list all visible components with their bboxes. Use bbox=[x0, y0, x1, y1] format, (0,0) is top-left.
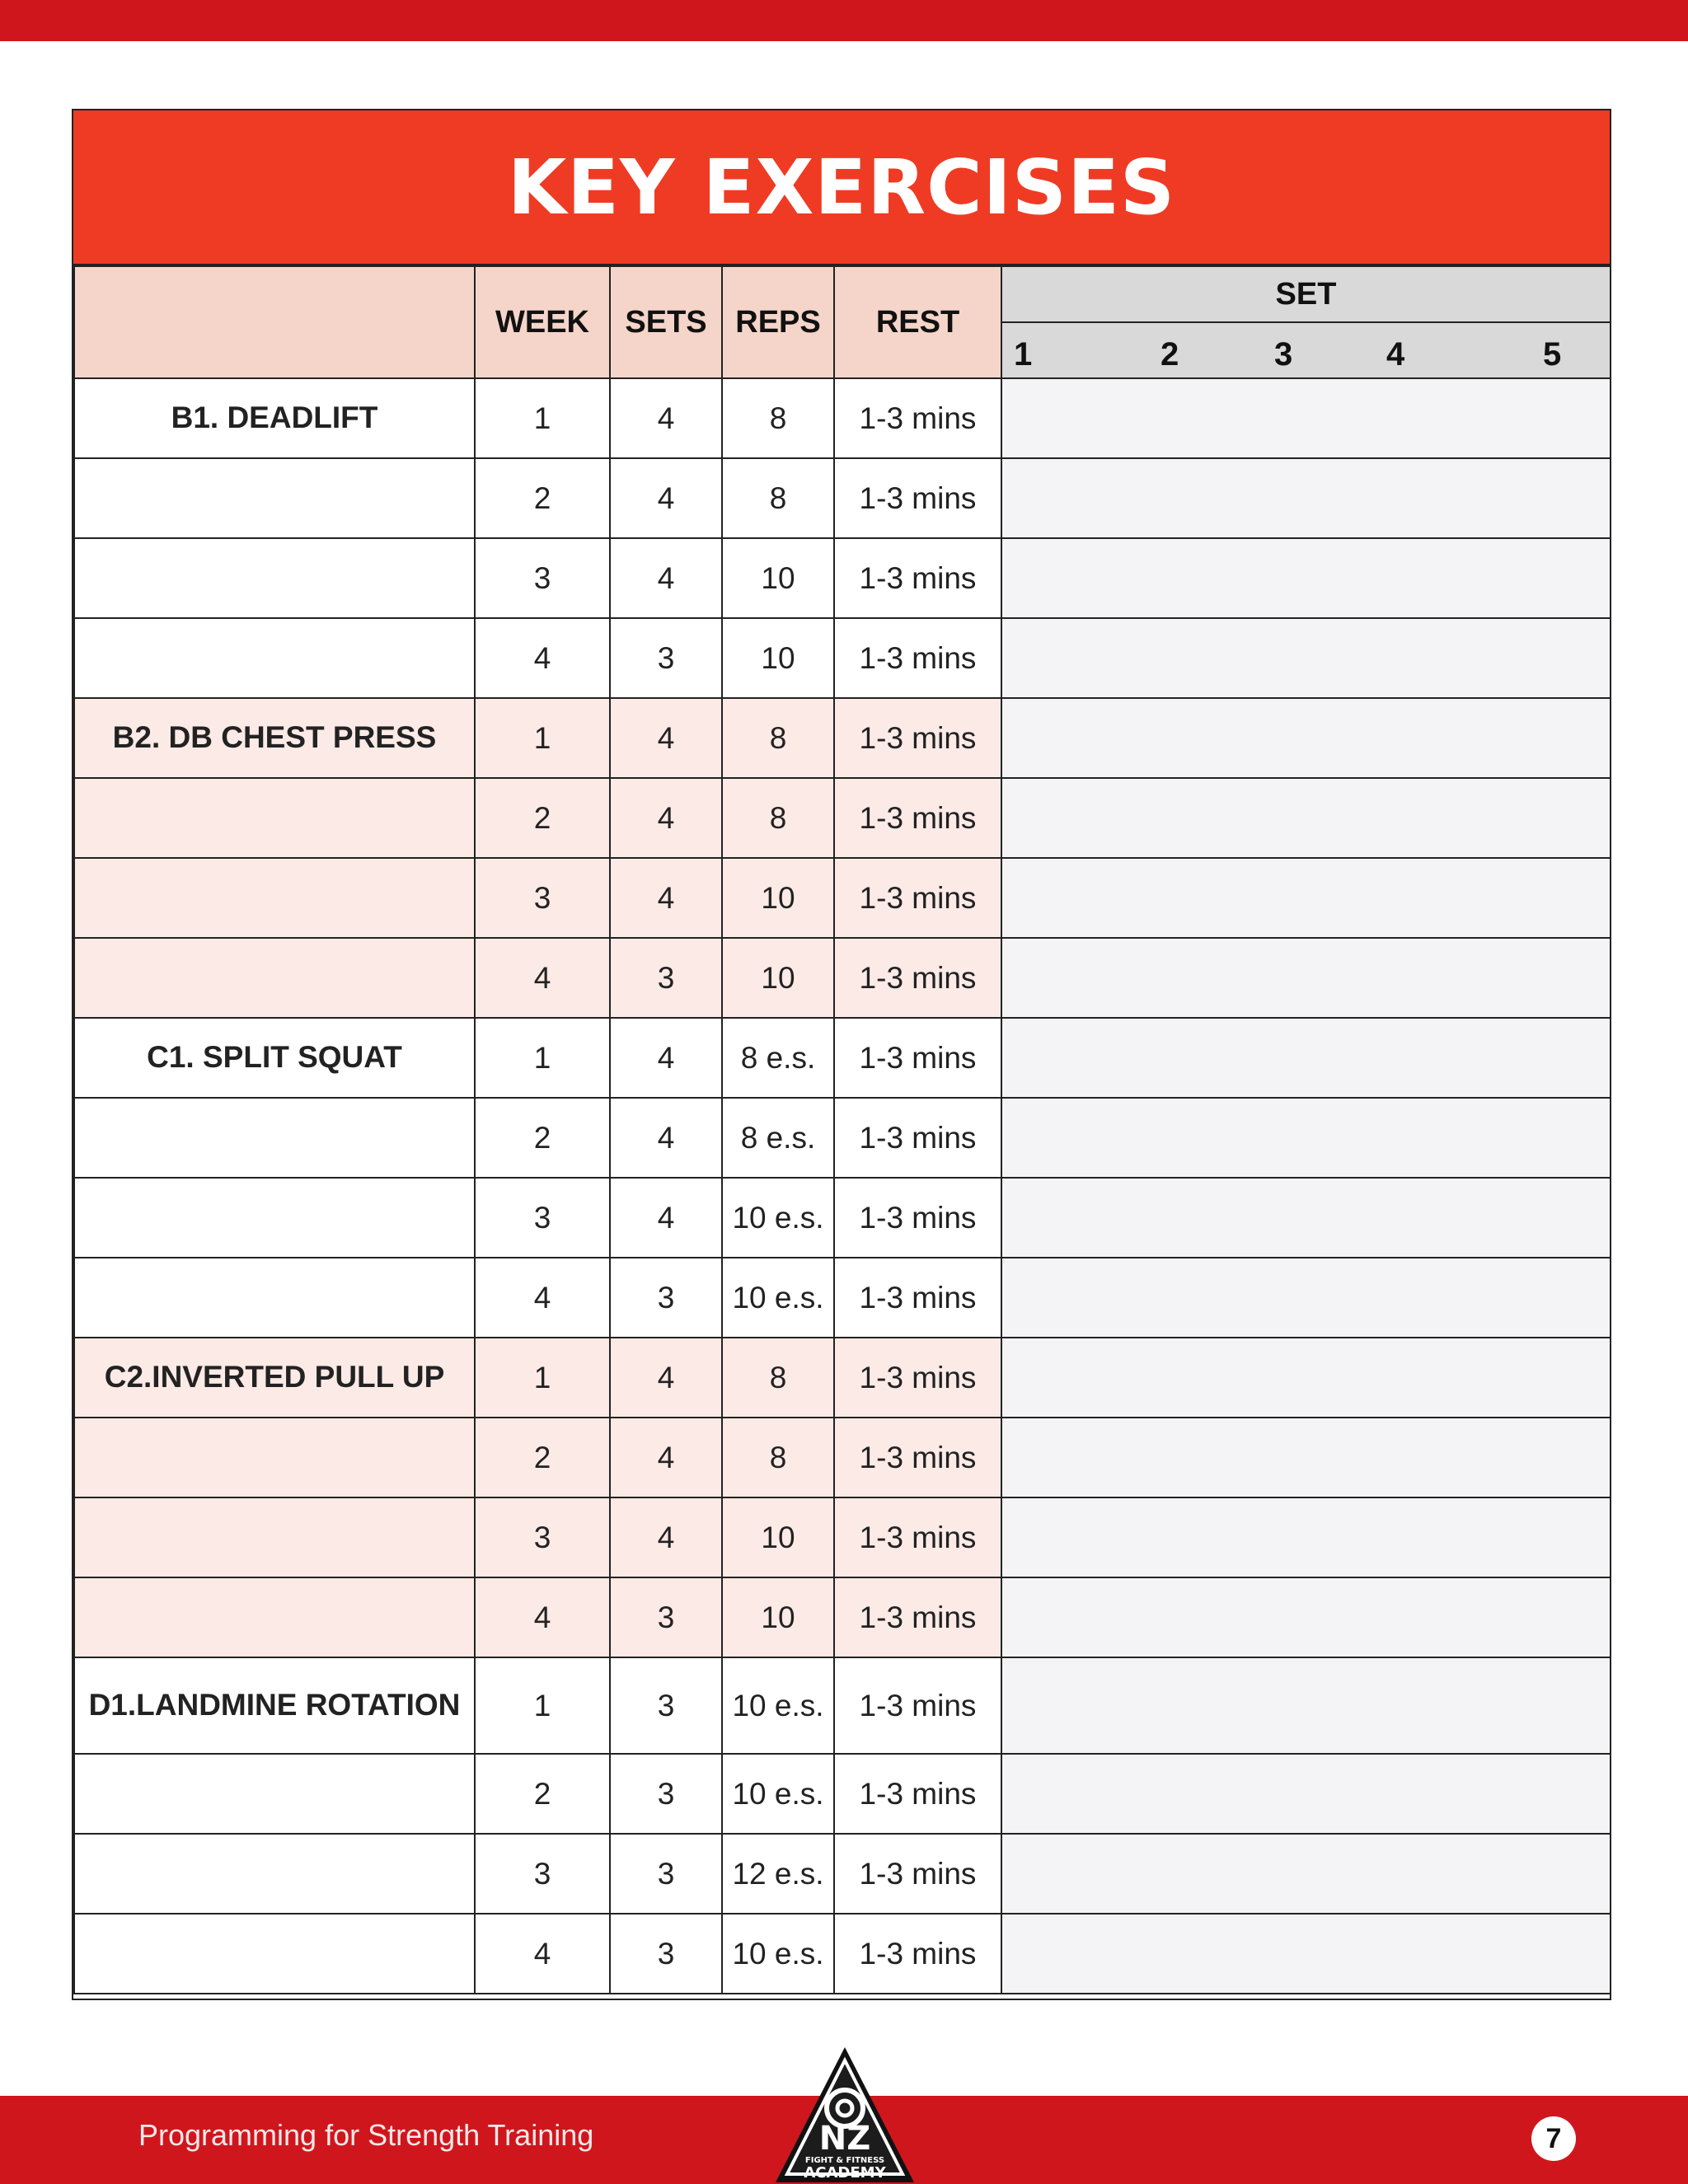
rest-value: 1-3 mins bbox=[834, 698, 1001, 778]
rest-value: 1-3 mins bbox=[834, 618, 1001, 698]
table-row bbox=[74, 1098, 1611, 1178]
exercise-name: B1. DEADLIFT bbox=[74, 378, 475, 458]
header-week: WEEK bbox=[475, 266, 610, 378]
exercise-name bbox=[74, 1178, 475, 1258]
rest-value: 1-3 mins bbox=[834, 378, 1001, 458]
exercise-name bbox=[74, 1258, 475, 1338]
exercise-name bbox=[74, 938, 475, 1018]
table-row bbox=[74, 778, 1611, 858]
sets-value: 4 bbox=[610, 1178, 722, 1258]
week-value: 1 bbox=[475, 1657, 610, 1754]
table-row bbox=[74, 1834, 1611, 1914]
exercise-name bbox=[74, 778, 475, 858]
exercise-name bbox=[74, 1577, 475, 1657]
rest-value: 1-3 mins bbox=[834, 1178, 1001, 1258]
workout-log-sheet bbox=[72, 109, 1611, 2000]
set-log-entry[interactable] bbox=[1001, 378, 1611, 458]
exercise-name bbox=[74, 1834, 475, 1914]
header-sets: SETS bbox=[610, 266, 722, 378]
exercise-name bbox=[74, 1754, 475, 1834]
rest-value: 1-3 mins bbox=[834, 1338, 1001, 1418]
table-row bbox=[74, 1577, 1611, 1657]
table-row bbox=[74, 1418, 1611, 1497]
week-value: 2 bbox=[475, 458, 610, 538]
sets-value: 3 bbox=[610, 618, 722, 698]
exercise-name bbox=[74, 1418, 475, 1497]
rest-value: 1-3 mins bbox=[834, 1914, 1001, 1994]
reps-value: 10 bbox=[722, 938, 834, 1018]
week-value: 1 bbox=[475, 378, 610, 458]
rest-value: 1-3 mins bbox=[834, 1834, 1001, 1914]
exercise-name: C2.INVERTED PULL UP bbox=[74, 1338, 475, 1418]
set-log-entry[interactable] bbox=[1001, 1497, 1611, 1577]
set-log-entry[interactable] bbox=[1001, 538, 1611, 618]
sets-value: 3 bbox=[610, 1577, 722, 1657]
table-row bbox=[74, 938, 1611, 1018]
table-row bbox=[74, 698, 1611, 778]
set-log-entry[interactable] bbox=[1001, 1098, 1611, 1178]
table-body bbox=[74, 378, 1611, 1994]
rest-value: 1-3 mins bbox=[834, 1018, 1001, 1098]
week-value: 3 bbox=[475, 1834, 610, 1914]
exercise-name bbox=[74, 1098, 475, 1178]
table-row bbox=[74, 1258, 1611, 1338]
table-row bbox=[74, 458, 1611, 538]
header-set-group: SET bbox=[1001, 266, 1611, 322]
reps-value: 10 bbox=[722, 858, 834, 938]
set-number-4: 4 bbox=[1386, 336, 1405, 373]
sets-value: 4 bbox=[610, 698, 722, 778]
set-number-3: 3 bbox=[1274, 336, 1293, 373]
table-row bbox=[74, 538, 1611, 618]
page-number: 7 bbox=[1531, 2116, 1576, 2161]
rest-value: 1-3 mins bbox=[834, 1098, 1001, 1178]
sets-value: 3 bbox=[610, 1834, 722, 1914]
rest-value: 1-3 mins bbox=[834, 1258, 1001, 1338]
header-exercise bbox=[74, 266, 475, 378]
reps-value: 10 e.s. bbox=[722, 1178, 834, 1258]
footer-title: Programming for Strength Training bbox=[138, 2118, 594, 2152]
table-row bbox=[74, 1657, 1611, 1754]
rest-value: 1-3 mins bbox=[834, 858, 1001, 938]
reps-value: 8 bbox=[722, 778, 834, 858]
sets-value: 3 bbox=[610, 1657, 722, 1754]
exercise-name: C1. SPLIT SQUAT bbox=[74, 1018, 475, 1098]
reps-value: 10 e.s. bbox=[722, 1754, 834, 1834]
rest-value: 1-3 mins bbox=[834, 778, 1001, 858]
sets-value: 4 bbox=[610, 1497, 722, 1577]
logo-nz-text: NZ bbox=[818, 2120, 871, 2158]
exercise-name bbox=[74, 1914, 475, 1994]
reps-value: 10 bbox=[722, 1577, 834, 1657]
set-log-entry[interactable] bbox=[1001, 618, 1611, 698]
week-value: 1 bbox=[475, 1338, 610, 1418]
sets-value: 4 bbox=[610, 778, 722, 858]
set-log-entry[interactable] bbox=[1001, 1834, 1611, 1914]
reps-value: 10 e.s. bbox=[722, 1258, 834, 1338]
sets-value: 3 bbox=[610, 938, 722, 1018]
exercise-name bbox=[74, 618, 475, 698]
set-log-entry[interactable] bbox=[1001, 1914, 1611, 1994]
sets-value: 3 bbox=[610, 1754, 722, 1834]
sets-value: 4 bbox=[610, 1338, 722, 1418]
page-title: KEY EXERCISES bbox=[507, 143, 1176, 232]
reps-value: 10 bbox=[722, 538, 834, 618]
sets-value: 4 bbox=[610, 858, 722, 938]
title-banner bbox=[73, 110, 1610, 265]
week-value: 4 bbox=[475, 1914, 610, 1994]
week-value: 4 bbox=[475, 1577, 610, 1657]
set-log-entry[interactable] bbox=[1001, 1657, 1611, 1754]
week-value: 1 bbox=[475, 1018, 610, 1098]
reps-value: 8 bbox=[722, 458, 834, 538]
reps-value: 8 bbox=[722, 378, 834, 458]
exercise-name bbox=[74, 1497, 475, 1577]
exercise-name bbox=[74, 858, 475, 938]
exercise-name bbox=[74, 538, 475, 618]
week-value: 3 bbox=[475, 858, 610, 938]
week-value: 3 bbox=[475, 1178, 610, 1258]
table-row bbox=[74, 1497, 1611, 1577]
header-reps: REPS bbox=[722, 266, 834, 378]
academy-logo bbox=[771, 2042, 919, 2184]
week-value: 2 bbox=[475, 1098, 610, 1178]
week-value: 4 bbox=[475, 1258, 610, 1338]
set-log-entry[interactable] bbox=[1001, 458, 1611, 538]
exercise-name bbox=[74, 458, 475, 538]
set-number-2: 2 bbox=[1160, 336, 1179, 373]
sets-value: 3 bbox=[610, 1258, 722, 1338]
reps-value: 10 e.s. bbox=[722, 1914, 834, 1994]
set-log-entry[interactable] bbox=[1001, 1178, 1611, 1258]
rest-value: 1-3 mins bbox=[834, 1497, 1001, 1577]
rest-value: 1-3 mins bbox=[834, 1657, 1001, 1754]
reps-value: 8 e.s. bbox=[722, 1098, 834, 1178]
week-value: 4 bbox=[475, 938, 610, 1018]
rest-value: 1-3 mins bbox=[834, 538, 1001, 618]
set-log-entry[interactable] bbox=[1001, 858, 1611, 938]
set-log-entry[interactable] bbox=[1001, 1418, 1611, 1497]
table-row bbox=[74, 1338, 1611, 1418]
week-value: 1 bbox=[475, 698, 610, 778]
week-value: 3 bbox=[475, 538, 610, 618]
exercise-name: B2. DB CHEST PRESS bbox=[74, 698, 475, 778]
reps-value: 12 e.s. bbox=[722, 1834, 834, 1914]
reps-value: 10 e.s. bbox=[722, 1657, 834, 1754]
rest-value: 1-3 mins bbox=[834, 458, 1001, 538]
reps-value: 8 bbox=[722, 1338, 834, 1418]
top-brand-bar bbox=[0, 0, 1688, 41]
set-number-1: 1 bbox=[1014, 336, 1033, 373]
header-rest: REST bbox=[834, 266, 1001, 378]
reps-value: 8 e.s. bbox=[722, 1018, 834, 1098]
table-row bbox=[74, 378, 1611, 458]
week-value: 2 bbox=[475, 1754, 610, 1834]
sets-value: 4 bbox=[610, 1018, 722, 1098]
set-log-entry[interactable] bbox=[1001, 1754, 1611, 1834]
week-value: 4 bbox=[475, 618, 610, 698]
header-set-numbers bbox=[1001, 322, 1611, 378]
set-log-entry[interactable] bbox=[1001, 778, 1611, 858]
set-number-5: 5 bbox=[1543, 336, 1562, 373]
set-log-entry[interactable] bbox=[1001, 1338, 1611, 1418]
sets-value: 4 bbox=[610, 1418, 722, 1497]
reps-value: 10 bbox=[722, 1497, 834, 1577]
exercise-table bbox=[73, 265, 1611, 1994]
table-row bbox=[74, 858, 1611, 938]
sets-value: 4 bbox=[610, 538, 722, 618]
rest-value: 1-3 mins bbox=[834, 1754, 1001, 1834]
sets-value: 4 bbox=[610, 378, 722, 458]
set-log-entry[interactable] bbox=[1001, 698, 1611, 778]
table-row bbox=[74, 1754, 1611, 1834]
set-log-entry[interactable] bbox=[1001, 1577, 1611, 1657]
logo-fight-fitness-text: FIGHT & FITNESS bbox=[804, 2156, 885, 2165]
sets-value: 3 bbox=[610, 1914, 722, 1994]
set-log-entry[interactable] bbox=[1001, 1018, 1611, 1098]
sets-value: 4 bbox=[610, 458, 722, 538]
set-log-entry[interactable] bbox=[1001, 938, 1611, 1018]
table-row bbox=[74, 1018, 1611, 1098]
sets-value: 4 bbox=[610, 1098, 722, 1178]
week-value: 3 bbox=[475, 1497, 610, 1577]
rest-value: 1-3 mins bbox=[834, 938, 1001, 1018]
table-row bbox=[74, 1914, 1611, 1994]
week-value: 2 bbox=[475, 778, 610, 858]
logo-academy-text: ACADEMY bbox=[804, 2164, 886, 2182]
rest-value: 1-3 mins bbox=[834, 1418, 1001, 1497]
week-value: 2 bbox=[475, 1418, 610, 1497]
reps-value: 8 bbox=[722, 698, 834, 778]
table-row bbox=[74, 1178, 1611, 1258]
exercise-name: D1.LANDMINE ROTATION bbox=[74, 1657, 475, 1754]
reps-value: 10 bbox=[722, 618, 834, 698]
set-log-entry[interactable] bbox=[1001, 1258, 1611, 1338]
table-row bbox=[74, 618, 1611, 698]
reps-value: 8 bbox=[722, 1418, 834, 1497]
rest-value: 1-3 mins bbox=[834, 1577, 1001, 1657]
